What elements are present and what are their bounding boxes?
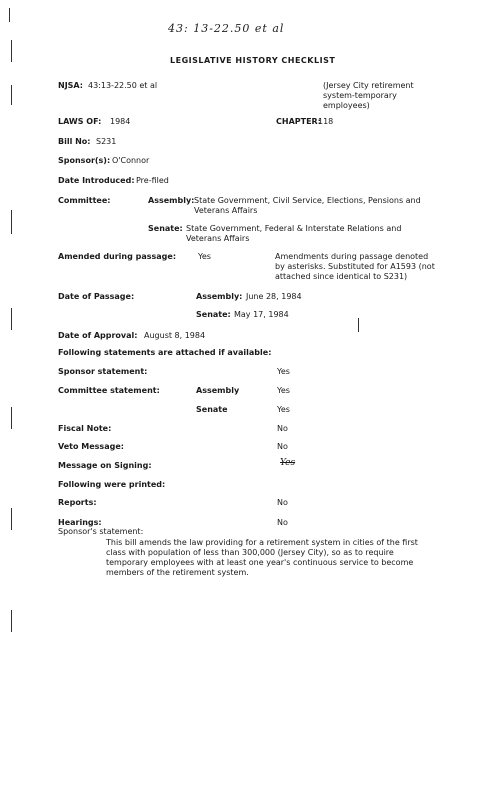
veto-message-label: Veto Message: (58, 442, 124, 451)
committee-senate-value: State Government, Federal & Interstate Relations and Veterans Affairs (186, 224, 402, 243)
handwritten-header: 43: 13-22.50 et al (168, 22, 285, 35)
passage-senate-value: May 17, 1984 (234, 310, 289, 319)
fiscal-note-label: Fiscal Note: (58, 424, 112, 433)
sponsor-statement-text: This bill amends the law providing for a retirement system in cities of the first class with population of less than 300,000 (Jersey City), so as to require temporary employees with at least one year's continuous service to become members of the retirement system. (106, 538, 418, 577)
passage-assembly-label: Assembly: (196, 292, 243, 301)
hearings-value: No (277, 518, 288, 527)
committee-senate-label: Senate: (148, 224, 183, 233)
message-on-signing-value: Yes (280, 458, 296, 468)
laws-of-value: 1984 (110, 117, 131, 126)
date-introduced-label: Date Introduced: (58, 176, 135, 185)
message-on-signing-label: Message on Signing: (58, 461, 152, 470)
sponsor-value: O'Connor (112, 156, 150, 165)
bill-no-value: S231 (96, 137, 117, 146)
committee-statement-senate-value: Yes (277, 405, 290, 414)
date-of-approval-label: Date of Approval: (58, 331, 138, 340)
njsa-note: (Jersey City retirement system-temporary employees) (323, 81, 414, 110)
chapter-label: CHAPTER: (276, 117, 321, 126)
committee-statement-label: Committee statement: (58, 386, 160, 395)
amended-note: Amendments during passage denoted by asterisks. Substituted for A1593 (not attached since identical to S231) (275, 252, 435, 281)
scan-mark (11, 210, 12, 234)
committee-assembly-value: State Government, Civil Service, Elections, Pensions and Veterans Affairs (194, 196, 421, 215)
sponsor-statement-label: Sponsor statement: (58, 367, 148, 376)
sponsor-statement-heading: Sponsor's statement: (58, 527, 144, 536)
scan-mark (11, 308, 12, 330)
chapter-value: 118 (318, 117, 334, 126)
date-introduced-value: Pre-filed (136, 176, 169, 185)
passage-senate-label: Senate: (196, 310, 231, 319)
scan-mark (9, 8, 10, 22)
date-of-approval-value: August 8, 1984 (144, 331, 206, 340)
njsa-label: NJSA: (58, 81, 83, 90)
scan-mark (11, 610, 12, 632)
reports-label: Reports: (58, 498, 97, 507)
laws-of-label: LAWS OF: (58, 117, 102, 126)
scan-mark (358, 318, 359, 332)
fiscal-note-value: No (277, 424, 288, 433)
amended-label: Amended during passage: (58, 252, 177, 261)
following-attached-heading: Following statements are attached if available: (58, 348, 272, 357)
scan-mark (11, 85, 12, 105)
sponsor-statement-value: Yes (277, 367, 290, 376)
sponsor-label: Sponsor(s): (58, 156, 111, 165)
following-printed-heading: Following were printed: (58, 480, 166, 489)
passage-assembly-value: June 28, 1984 (246, 292, 302, 301)
scan-mark (11, 40, 12, 62)
date-of-passage-label: Date of Passage: (58, 292, 135, 301)
reports-value: No (277, 498, 288, 507)
amended-value: Yes (198, 252, 211, 261)
hearings-label: Hearings: (58, 518, 102, 527)
committee-label: Committee: (58, 196, 111, 205)
veto-message-value: No (277, 442, 288, 451)
committee-assembly-label: Assembly: (148, 196, 195, 205)
committee-statement-assembly-label: Assembly (196, 386, 240, 395)
scan-mark (11, 508, 12, 530)
scan-mark (11, 407, 12, 429)
committee-statement-senate-label: Senate (196, 405, 228, 414)
page-title: LEGISLATIVE HISTORY CHECKLIST (170, 56, 336, 65)
njsa-value: 43:13-22.50 et al (88, 81, 158, 90)
committee-statement-assembly-value: Yes (277, 386, 290, 395)
bill-no-label: Bill No: (58, 137, 91, 146)
